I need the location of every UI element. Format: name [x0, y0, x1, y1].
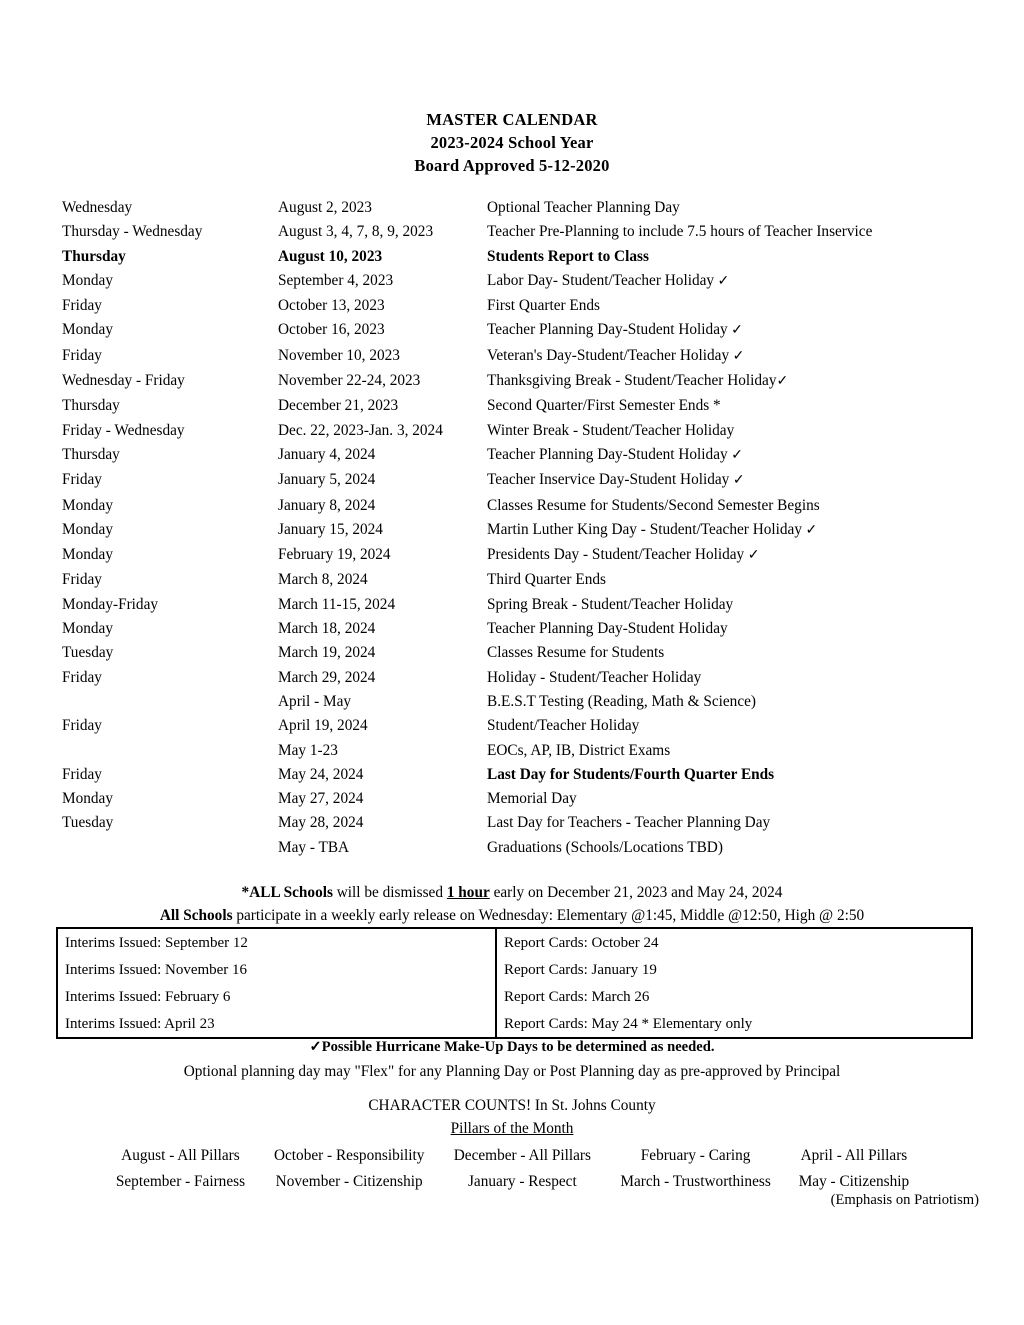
pillar-entry: November - Citizenship — [275, 1173, 423, 1190]
schedule-description-text: Last Day for Students/Fourth Quarter Ends — [487, 765, 775, 783]
schedule-description — [487, 840, 962, 864]
table-row — [57, 956, 972, 983]
schedule-day: Monday — [62, 271, 113, 289]
holiday-check-icon: ✓ — [729, 473, 745, 489]
schedule-description — [487, 373, 962, 398]
schedule-description-text: Teacher Planning Day-Student Holiday — [487, 445, 728, 463]
schedule-description-text: EOCs, AP, IB, District Exams — [487, 741, 671, 759]
schedule-description — [487, 791, 962, 815]
schedule-description — [487, 547, 962, 572]
schedule-day: Monday — [62, 620, 113, 638]
schedule-date: December 21, 2023 — [278, 397, 399, 415]
interims-issued-cell: Interims Issued: April 23 — [57, 1010, 496, 1038]
note-hurricane-makeup — [0, 1035, 1024, 1059]
interims-issued-cell: Interims Issued: November 16 — [57, 956, 496, 983]
pillars-of-the-month-subtitle: Pillars of the Month — [450, 1120, 574, 1137]
title-board-approved: Board Approved 5-12-2020 — [414, 156, 610, 175]
schedule-date: October 13, 2023 — [278, 297, 385, 315]
schedule-description-text: Teacher Inservice Day-Student Holiday — [487, 471, 730, 489]
schedule-description-text: Labor Day- Student/Teacher Holiday — [487, 271, 715, 289]
schedule-row — [62, 840, 962, 864]
schedule-description-text: Teacher Pre-Planning to include 7.5 hours of Teacher Inservice — [487, 223, 873, 241]
schedule-date: March 18, 2024 — [278, 620, 376, 638]
holiday-check-icon: ✓ — [727, 323, 743, 339]
schedule-row — [62, 522, 962, 547]
schedule-day: Thursday — [62, 397, 120, 415]
schedule-day: Monday-Friday — [62, 595, 159, 613]
schedule-description-text: First Quarter Ends — [487, 297, 601, 315]
schedule-description — [487, 423, 962, 447]
schedule-description-text: B.E.S.T Testing (Reading, Math & Science) — [487, 692, 756, 710]
schedule-day: Thursday — [62, 445, 120, 463]
schedule-description-text: Martin Luther King Day - Student/Teacher Holiday — [487, 520, 802, 538]
character-counts-block — [0, 1094, 1024, 1195]
schedule-description-text: Thanksgiving Break - Student/Teacher Holiday — [487, 372, 777, 390]
pillars-row — [102, 1143, 922, 1169]
schedule-day: Friday — [62, 717, 102, 735]
pillar-entry: December - All Pillars — [453, 1147, 591, 1164]
schedule-day: Monday — [62, 496, 113, 514]
schedule-row — [62, 298, 962, 322]
note-dismissal-mid2: early on December 21, 2023 and May 24, 2024 — [489, 884, 783, 901]
schedule-date: Dec. 22, 2023-Jan. 3, 2024 — [278, 421, 443, 439]
schedule-description-text: Graduations (Schools/Locations TBD) — [487, 838, 723, 856]
schedule-day: Friday — [62, 471, 102, 489]
holiday-check-icon: ✓ — [729, 348, 745, 364]
schedule-description-text: Students Report to Class — [487, 247, 649, 265]
schedule-date: April 19, 2024 — [278, 717, 368, 735]
schedule-date: January 4, 2024 — [278, 445, 376, 463]
interims-report-cards-table — [56, 927, 973, 1039]
schedule-description-text: Holiday - Student/Teacher Holiday — [487, 668, 702, 686]
schedule-date: March 11-15, 2024 — [278, 595, 396, 613]
schedule-day: Friday — [62, 346, 102, 364]
schedule-day: Friday — [62, 571, 102, 589]
report-cards-cell: Report Cards: May 24 * Elementary only — [504, 1015, 753, 1032]
schedule-description-text: Second Quarter/First Semester Ends * — [487, 397, 721, 415]
schedule-row — [62, 791, 962, 815]
schedule-row — [62, 767, 962, 791]
schedule-date: August 10, 2023 — [278, 247, 383, 265]
schedule-description — [487, 249, 962, 273]
pillar-entry: April - All Pillars — [800, 1147, 908, 1164]
schedule-day: Wednesday — [62, 199, 133, 216]
pillar-entry: August - All Pillars — [121, 1147, 240, 1164]
schedule-row — [62, 273, 962, 298]
schedule-description-text: Classes Resume for Students/Second Semester Begins — [487, 496, 820, 514]
pillar-entry: March - Trustworthiness — [620, 1173, 771, 1190]
schedule-date: November 22-24, 2023 — [278, 372, 421, 390]
holiday-check-icon: ✓ — [801, 522, 818, 538]
schedule-description — [487, 322, 962, 347]
schedule-description — [487, 522, 962, 547]
schedule-row — [62, 670, 962, 694]
holiday-check-icon: ✓ — [776, 374, 789, 390]
schedule-description — [487, 472, 962, 497]
holiday-check-icon: ✓ — [727, 447, 743, 463]
post-table-notes — [0, 1035, 1024, 1085]
pillar-entry: January - Respect — [467, 1173, 577, 1190]
schedule-row — [62, 743, 962, 767]
schedule-description-text: Student/Teacher Holiday — [487, 717, 640, 735]
title-school-year: 2023-2024 School Year — [430, 133, 594, 152]
holiday-check-icon: ✓ — [744, 548, 760, 564]
schedule-row — [62, 373, 962, 398]
schedule-description — [487, 447, 962, 472]
note-all-schools-bold-2: All Schools — [159, 906, 233, 924]
schedule-date: February 19, 2024 — [278, 546, 391, 564]
schedule-date: January 8, 2024 — [278, 496, 376, 514]
schedule-date: January 5, 2024 — [278, 471, 376, 489]
schedule-date: April - May — [278, 692, 352, 710]
schedule-day — [62, 694, 278, 718]
table-row — [57, 983, 972, 1010]
schedule-description — [487, 224, 962, 248]
pillar-entry: September - Fairness — [115, 1173, 246, 1190]
schedule-description — [487, 298, 962, 322]
schedule-description-text: Spring Break - Student/Teacher Holiday — [487, 595, 734, 613]
schedule-day — [62, 743, 278, 767]
schedule-date: October 16, 2023 — [278, 321, 385, 339]
schedule-description — [487, 498, 962, 522]
schedule-row — [62, 472, 962, 497]
schedule-day: Friday - Wednesday — [62, 421, 185, 439]
schedule-date: March 8, 2024 — [278, 571, 368, 589]
note-hurricane-text: Possible Hurricane Make-Up Days to be determined as needed. — [321, 1039, 715, 1055]
schedule-day — [62, 840, 278, 864]
schedule-day: Monday — [62, 790, 113, 808]
report-cards-cell: Report Cards: March 26 — [504, 988, 650, 1005]
schedule-date: March 29, 2024 — [278, 668, 376, 686]
schedule-date: May 1-23 — [278, 741, 338, 759]
schedule-row — [62, 572, 962, 596]
schedule-date: May 28, 2024 — [278, 814, 364, 832]
note-all-schools-bold: *ALL Schools — [241, 884, 333, 901]
schedule-day: Friday — [62, 297, 102, 315]
schedule-day: Monday — [62, 520, 113, 538]
schedule-row — [62, 423, 962, 447]
holiday-check-icon: ✓ — [714, 273, 730, 289]
schedule-row — [62, 224, 962, 248]
schedule-description — [487, 621, 962, 645]
dismissal-notes — [0, 882, 1024, 927]
schedule-row — [62, 249, 962, 273]
schedule-description — [487, 718, 962, 742]
schedule-description — [487, 572, 962, 596]
calendar-schedule-table — [62, 200, 962, 864]
pillar-entry: October - Responsibility — [273, 1147, 425, 1164]
schedule-day: Monday — [62, 546, 113, 564]
schedule-description — [487, 597, 962, 621]
schedule-date: August 3, 4, 7, 8, 9, 2023 — [278, 223, 434, 241]
schedule-description-text: Teacher Planning Day-Student Holiday — [487, 321, 728, 339]
schedule-description-text: Teacher Planning Day-Student Holiday — [487, 620, 728, 638]
pillar-entry: February - Caring — [640, 1147, 751, 1164]
schedule-row — [62, 200, 962, 224]
schedule-description — [487, 273, 962, 298]
schedule-row — [62, 547, 962, 572]
note-optional-planning-flex: Optional planning day may "Flex" for any Planning Day or Post Planning day as pre-approved by Principal — [183, 1063, 841, 1080]
schedule-row — [62, 597, 962, 621]
interims-issued-cell: Interims Issued: February 6 — [57, 983, 496, 1010]
schedule-row — [62, 694, 962, 718]
schedule-description-text: Presidents Day - Student/Teacher Holiday — [487, 546, 745, 564]
note-one-hour: 1 hour — [446, 884, 490, 901]
schedule-description — [487, 743, 962, 767]
schedule-date: January 15, 2024 — [278, 520, 383, 538]
schedule-description-text: Third Quarter Ends — [487, 571, 606, 589]
schedule-date: May 27, 2024 — [278, 790, 364, 808]
schedule-date: May 24, 2024 — [278, 765, 364, 783]
schedule-description — [487, 200, 962, 224]
character-counts-title: CHARACTER COUNTS! In St. Johns County — [368, 1097, 656, 1114]
schedule-description — [487, 670, 962, 694]
document-title-block — [0, 108, 1024, 177]
emphasis-patriotism-note: (Emphasis on Patriotism) — [830, 1192, 979, 1208]
interims-issued-cell: Interims Issued: September 12 — [57, 928, 496, 956]
schedule-description — [487, 645, 962, 669]
note-dismissal-mid1: will be dismissed — [332, 884, 447, 901]
note-early-dismissal — [0, 882, 1024, 905]
schedule-description — [487, 694, 962, 718]
schedule-description-text: Memorial Day — [487, 790, 577, 808]
note-early-release-rest: participate in a weekly early release on Wednesday: Elementary @1:45, Middle @12:50, High @ 2:50 — [232, 906, 865, 924]
schedule-date: August 2, 2023 — [278, 199, 372, 216]
schedule-row — [62, 498, 962, 522]
title-master-calendar: MASTER CALENDAR — [426, 110, 598, 129]
schedule-row — [62, 645, 962, 669]
schedule-date: May - TBA — [278, 838, 350, 856]
schedule-row — [62, 815, 962, 839]
schedule-day: Monday — [62, 321, 113, 339]
pillars-grid — [102, 1143, 922, 1195]
schedule-description-text: Winter Break - Student/Teacher Holiday — [487, 421, 735, 439]
schedule-day: Tuesday — [62, 644, 114, 662]
schedule-description — [487, 398, 962, 422]
schedule-description-text: Last Day for Teachers - Teacher Planning Day — [487, 814, 771, 832]
schedule-row — [62, 322, 962, 347]
schedule-day: Thursday - Wednesday — [62, 223, 203, 241]
schedule-description — [487, 348, 962, 373]
schedule-day: Wednesday - Friday — [62, 372, 185, 390]
schedule-day: Thursday — [62, 247, 126, 265]
schedule-description — [487, 767, 962, 791]
schedule-description-text: Classes Resume for Students — [487, 644, 665, 662]
check-icon: ✓ — [309, 1039, 322, 1055]
schedule-row — [62, 718, 962, 742]
table-row — [57, 1010, 972, 1038]
schedule-date: September 4, 2023 — [278, 271, 394, 289]
schedule-description-text: Optional Teacher Planning Day — [487, 199, 680, 216]
schedule-description — [487, 815, 962, 839]
schedule-row — [62, 447, 962, 472]
schedule-day: Friday — [62, 765, 102, 783]
table-row — [57, 928, 972, 956]
schedule-date: March 19, 2024 — [278, 644, 376, 662]
report-cards-cell: Report Cards: October 24 — [504, 934, 659, 951]
pillar-entry: May - Citizenship — [798, 1173, 910, 1190]
schedule-date: November 10, 2023 — [278, 346, 400, 364]
schedule-row — [62, 398, 962, 422]
note-weekly-early-release — [0, 905, 1024, 928]
schedule-row — [62, 621, 962, 645]
schedule-day: Tuesday — [62, 814, 114, 832]
schedule-day: Friday — [62, 668, 102, 686]
schedule-description-text: Veteran's Day-Student/Teacher Holiday — [487, 346, 730, 364]
report-cards-cell: Report Cards: January 19 — [504, 961, 657, 978]
schedule-row — [62, 348, 962, 373]
